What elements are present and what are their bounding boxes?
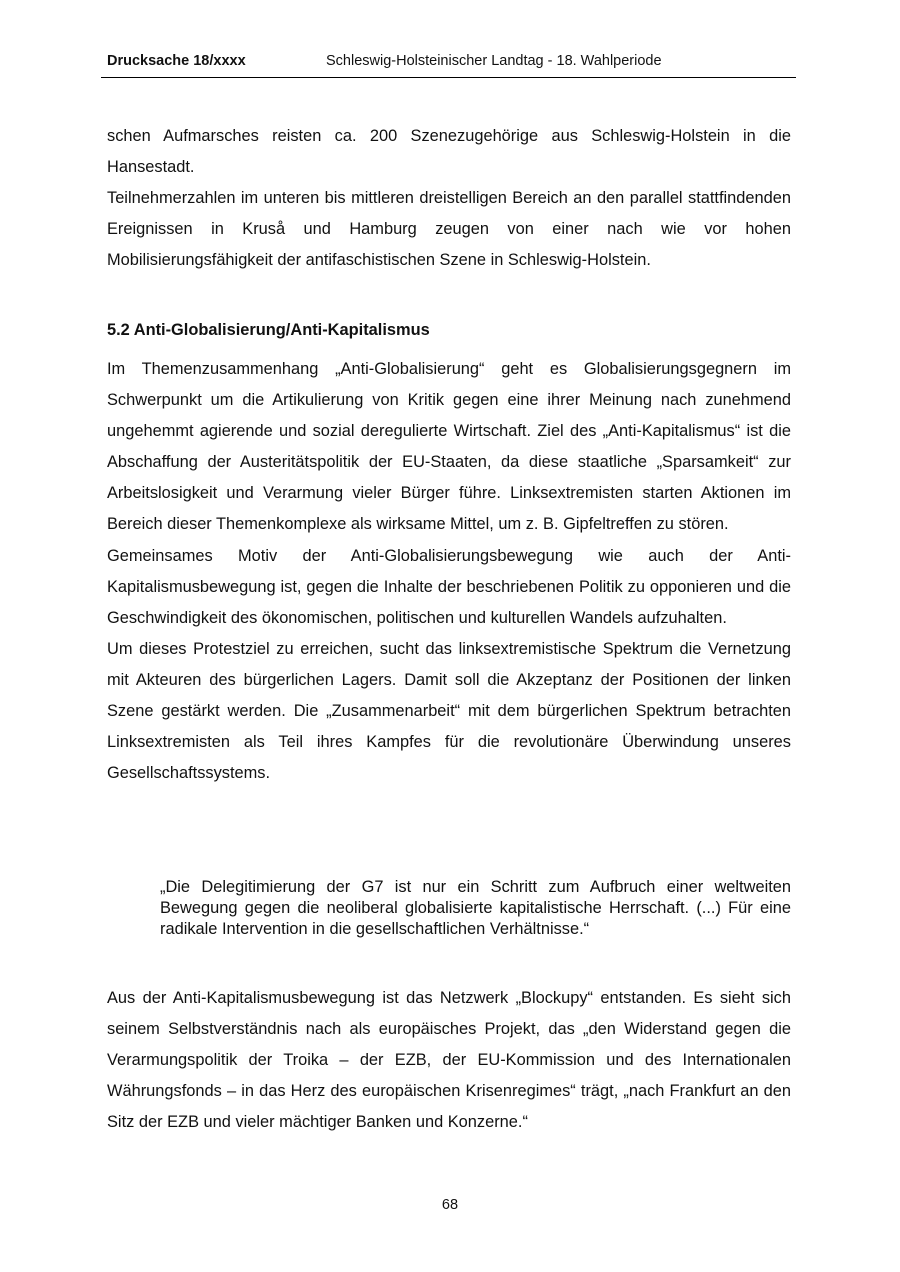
paragraph: Im Themenzusammenhang „Anti-Globalisierung“ geht es Globalisierungsgegnern im Schwerpunkt um die Artikulierung von Kritik gegen eine ihrer Meinung nach zunehmend ungehemmt agierende und sozial deregulierte Wirtschaft. Ziel des „Anti-Kapitalismus“ ist die Abschaffung der Austeritätspolitik der EU-Staaten, da diese staatliche „Sparsamkeit“ zur Arbeitslosigkeit und Verarmung vieler Bürger führe. Linksextremisten starten Aktionen im Bereich dieser Themenkomplexe als wirksame Mittel, um z. B. Gipfeltreffen zu stören. <box>107 360 791 534</box>
page-header <box>101 50 796 78</box>
parliament-title: Schleswig-Holsteinischer Landtag - 18. Wahlperiode <box>326 53 662 69</box>
paragraph: Teilnehmerzahlen im unteren bis mittleren dreistelligen Bereich an den parallel stattfindenden Ereignissen in Kruså und Hamburg zeugen von einer nach wie vor hohen Mobilisierungsfähigkeit der antifaschistischen Szene in Schleswig-Holstein. <box>107 189 791 270</box>
block-quote: „Die Delegitimierung der G7 ist nur ein Schritt zum Aufbruch einer weltweiten Bewegung gegen die neoliberal globalisierte kapitalistische Herrschaft. (...) Für eine radikale Intervention in die gesellschaftlichen Verhältnisse.“ <box>160 878 791 938</box>
paragraph: Aus der Anti-Kapitalismusbewegung ist das Netzwerk „Blockupy“ entstanden. Es sieht sich seinem Selbstverständnis nach als europäisches Projekt, das „den Widerstand gegen die Verarmungspolitik der Troika – der EZB, der EU-Kommission und des Internationalen Währungsfonds – in das Herz des europäischen Krisenregimes“ trägt, „nach Frankfurt an den Sitz der EZB und vieler mächtiger Banken und Konzerne.“ <box>107 989 791 1132</box>
paragraph: Um dieses Protestziel zu erreichen, sucht das linksextremistische Spektrum die Vernetzung mit Akteuren des bürgerlichen Lagers. Damit soll die Akzeptanz der Positionen der linken Szene gestärkt werden. Die „Zusammenarbeit“ mit dem bürgerlichen Spektrum betrachten Linksextremisten als Teil ihres Kampfes für die revolutionäre Überwindung unseres Gesellschaftssystems. <box>107 639 791 783</box>
paragraph: schen Aufmarsches reisten ca. 200 Szenezugehörige aus Schleswig-Holstein in die Hansestadt. <box>107 127 791 177</box>
closing-text <box>107 983 791 1138</box>
section-text <box>107 354 791 789</box>
intro-text <box>107 121 791 276</box>
paragraph: Gemeinsames Motiv der Anti-Globalisierungsbewegung wie auch der Anti-Kapitalismusbewegung ist, gegen die Inhalte der beschriebenen Politik zu opponieren und die Geschwindigkeit des ökonomischen, politischen und kulturellen Wandels aufzuhalten. <box>107 546 791 627</box>
section-heading: 5.2 Anti-Globalisierung/Anti-Kapitalismus <box>107 321 430 339</box>
document-id: Drucksache 18/xxxx <box>107 53 246 69</box>
page-number: 68 <box>441 1197 459 1213</box>
